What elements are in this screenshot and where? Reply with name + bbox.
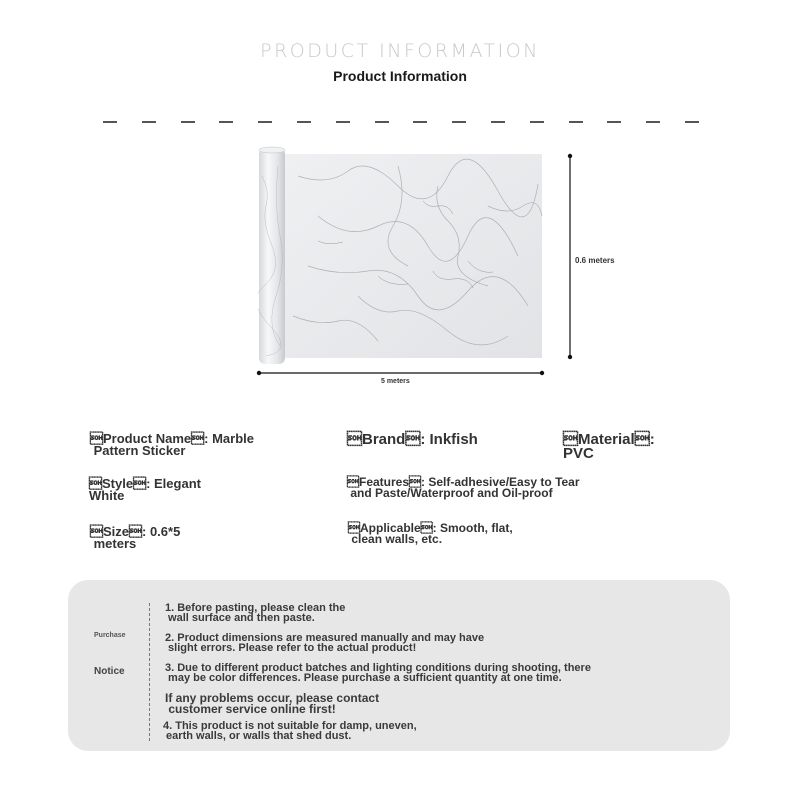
notice-item: If any problems occur, please contact customer service online first!: [165, 691, 380, 716]
notice-item: 3. Due to different product batches and lighting conditions during shooting, there may be color differences. Please purchase a sufficient quantity at one time.: [165, 662, 591, 684]
height-label: 0.6 meters: [575, 256, 615, 265]
notice-divider: [149, 603, 150, 741]
notice-label: Notice: [94, 666, 125, 677]
spec-applicable: Applicable: Smooth, flat, clean walls, etc.: [348, 521, 513, 546]
spec-features: Features: Self-adhesive/Easy to Tear and Paste/Waterproof and Oil-proof: [347, 475, 580, 500]
spec-material: Material: PVC: [563, 431, 655, 462]
spec-size: Size: 0.6*5 meters: [90, 524, 181, 551]
notice-item: 4. This product is not suitable for damp, uneven, earth walls, or walls that shed dust.: [163, 720, 417, 742]
notice-item: 2. Product dimensions are measured manually and may have slight errors. Please refer to the actual product!: [165, 632, 485, 654]
notice-label-small: Purchase: [94, 632, 126, 639]
spec-product-name: Product Name: Marble Pattern Sticker: [90, 431, 254, 458]
section-title: Product Information: [333, 68, 467, 84]
section-title-english: PRODUCT INFORMATION: [260, 40, 540, 62]
dashed-divider: [103, 121, 699, 123]
spec-brand: Brand: Inkfish: [347, 431, 478, 448]
dimension-lines: [255, 150, 635, 390]
width-label: 5 meters: [381, 378, 410, 385]
notice-item: 1. Before pasting, please clean the wall surface and then paste.: [165, 602, 346, 624]
spec-style: Style: Elegant White: [89, 476, 201, 503]
